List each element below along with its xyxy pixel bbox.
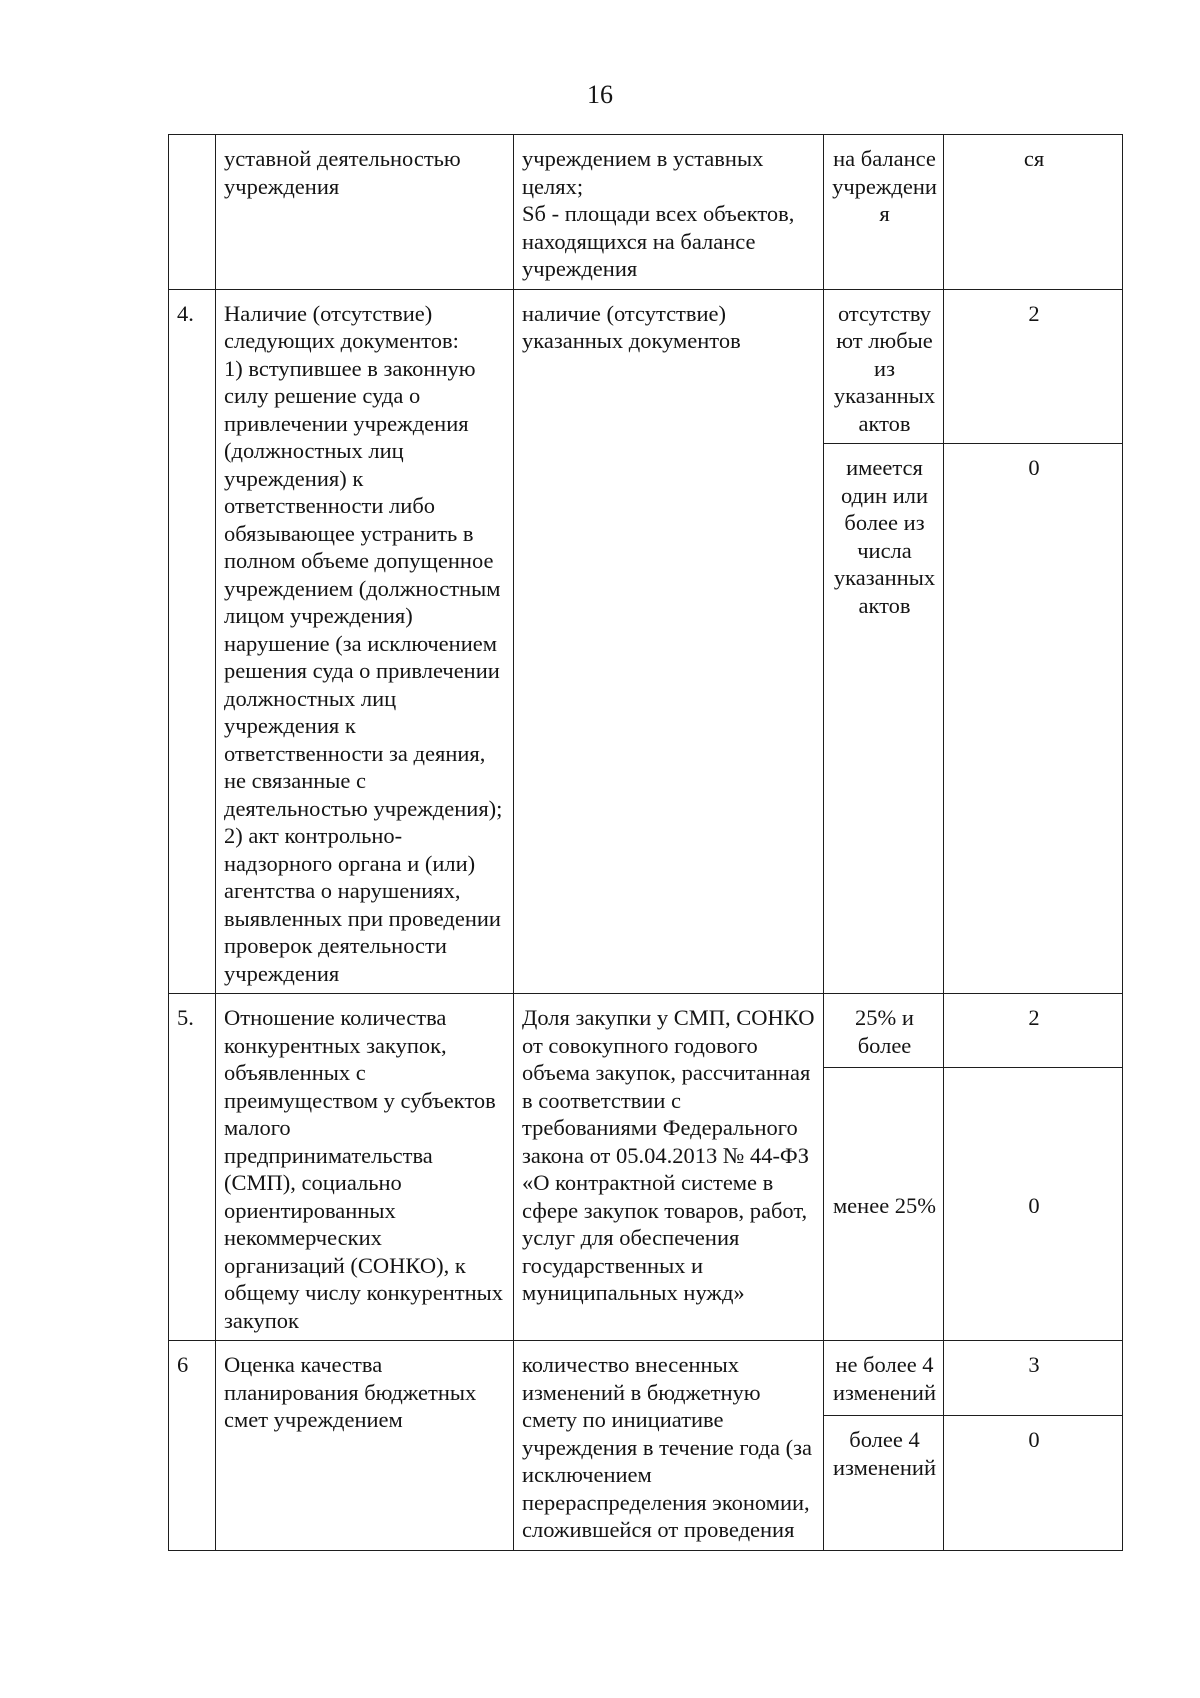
condition-cell: более 4 изменений	[824, 1416, 944, 1551]
row-number: 4.	[169, 289, 216, 994]
page-number: 16	[587, 80, 613, 109]
table-row-continuation	[169, 135, 1123, 290]
table-row-4	[169, 289, 1123, 444]
condition-cell: 25% и более	[824, 994, 944, 1068]
formula-cell: количество внесенных изменений в бюджетную смету по инициативе учреждения в течение года (за исключением перераспределения экономии, сложившейся от проведения	[514, 1341, 824, 1551]
score-cell: 0	[944, 1416, 1123, 1551]
score-cell: 0	[944, 1068, 1123, 1341]
row-number: 6	[169, 1341, 216, 1551]
formula-cell: наличие (отсутствие) указанных документов	[514, 289, 824, 994]
row-number	[169, 135, 216, 290]
indicator-cell: Оценка качества планирования бюджетных смет учреждением	[216, 1341, 514, 1551]
row-number: 5.	[169, 994, 216, 1341]
condition-cell: отсутству ют любые из указанных актов	[824, 289, 944, 444]
score-cell: 3	[944, 1341, 1123, 1416]
indicator-cell: Наличие (отсутствие) следующих документов: 1) вступившее в законную силу решение суда о привлечении учреждения (должностных лиц учреждения) к ответственности либо обязывающее устранить в полном объеме допущенное учреждением (должностным лицом учреждения) нарушение (за исключением решения суда о привлечении должностных лиц учреждения к ответственности за деяния, не связанные с деятельностью учреждения); 2) акт контрольно- надзорного органа и (или) агентства о нарушениях, выявленных при проведении проверок деятельности учреждения	[216, 289, 514, 994]
score-cell: 2	[944, 289, 1123, 444]
condition-cell: менее 25%	[824, 1068, 944, 1341]
criteria-table	[168, 134, 1123, 1551]
table-row-5	[169, 994, 1123, 1068]
indicator-cell: уставной деятельностью учреждения	[216, 135, 514, 290]
condition-cell: на балансе учреждени я	[824, 135, 944, 290]
indicator-cell: Отношение количества конкурентных закупок, объявленных с преимуществом у субъектов малого предпринимательства (СМП), социально ориентированных некоммерческих организаций (СОНКО), к общему числу конкурентных закупок	[216, 994, 514, 1341]
formula-cell: Доля закупки у СМП, СОНКО от совокупного годового объема закупок, рассчитанная в соответствии с требованиями Федерального закона от 05.04.2013 № 44-ФЗ «О контрактной системе в сфере закупок товаров, работ, услуг для обеспечения государственных и муниципальных нужд»	[514, 994, 824, 1341]
condition-cell: имеется один или более из числа указанных актов	[824, 444, 944, 994]
formula-cell: учреждением в уставных целях; Sб - площади всех объектов, находящихся на балансе учреждения	[514, 135, 824, 290]
condition-cell: не более 4 изменений	[824, 1341, 944, 1416]
score-cell: 0	[944, 444, 1123, 994]
table-row-6	[169, 1341, 1123, 1416]
score-cell: 2	[944, 994, 1123, 1068]
score-cell: ся	[944, 135, 1123, 290]
